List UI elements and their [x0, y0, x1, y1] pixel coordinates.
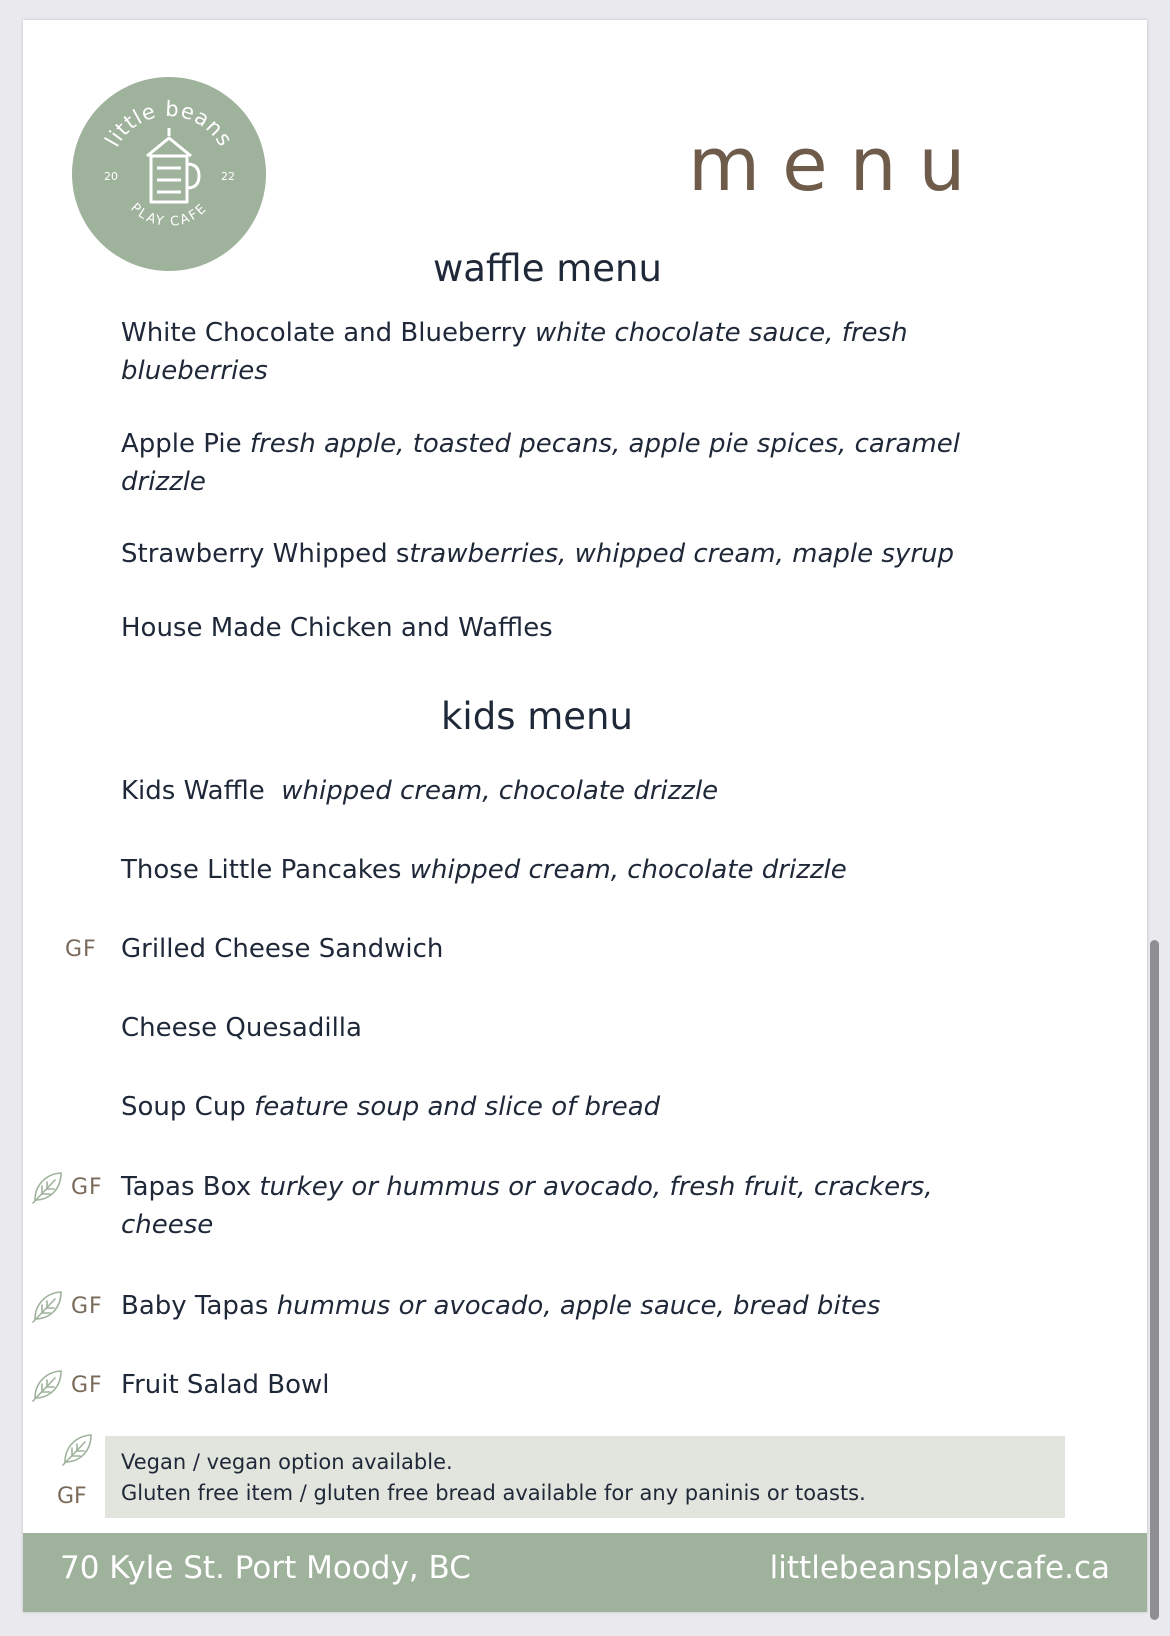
leaf-icon [29, 1287, 67, 1325]
item-tags [29, 1366, 103, 1404]
item-tags [29, 1168, 103, 1206]
section-title-waffle: waffle menu [433, 247, 662, 290]
item-tags [65, 930, 97, 968]
legend-vegan-text: Vegan / vegan option available. [121, 1450, 453, 1474]
section-title-kids: kids menu [441, 695, 633, 738]
item-desc: white chocolate sauce, fresh blueberries [121, 318, 908, 386]
item-name: Baby Tapas [121, 1291, 269, 1321]
item-desc: whipped cream, chocolate drizzle [281, 776, 719, 806]
legend-gf-text: Gluten free item / gluten free bread available for any paninis or toasts. [121, 1481, 866, 1505]
page-title: menu [688, 122, 988, 208]
item-desc: fresh apple, toasted pecans, apple pie spices, caramel drizzle [121, 429, 960, 497]
legend-icons [57, 1430, 101, 1520]
gluten-free-tag: GF [57, 1484, 87, 1509]
item-desc: feature soup and slice of bread [254, 1092, 661, 1122]
footer-address: 70 Kyle St. Port Moody, BC [60, 1550, 471, 1586]
item-desc: turkey or hummus or avocado, fresh fruit, crackers, cheese [121, 1172, 933, 1240]
item-name: House Made Chicken and Waffles [121, 613, 553, 643]
item-desc: whipped cream, chocolate drizzle [409, 855, 847, 885]
item-name: White Chocolate and Blueberry [121, 318, 527, 348]
item-desc: trawberries, whipped cream, maple syrup [409, 539, 955, 569]
scrollbar[interactable] [1150, 940, 1159, 1620]
legend-box [105, 1436, 1065, 1518]
little-beans-logo [71, 76, 267, 272]
logo-year-right: 22 [221, 170, 235, 183]
item-name: Tapas Box [121, 1172, 252, 1202]
gluten-free-tag: GF [71, 1372, 103, 1398]
logo-year-left: 20 [104, 170, 118, 183]
logo-top-text: little beans [100, 96, 238, 151]
menu-item [121, 1366, 1001, 1404]
leaf-icon [59, 1430, 97, 1468]
footer [23, 1533, 1147, 1612]
menu-item [121, 851, 1001, 889]
gluten-free-tag: GF [71, 1293, 103, 1319]
item-desc: hummus or avocado, apple sauce, bread bites [276, 1291, 881, 1321]
menu-item [121, 609, 1001, 647]
item-name: Strawberry Whipped s [121, 539, 410, 569]
gluten-free-tag: GF [71, 1174, 103, 1200]
leaf-icon [29, 1168, 67, 1206]
footer-website[interactable]: littlebeansplaycafe.ca [769, 1550, 1110, 1586]
logo-bottom-text: PLAY CAFE [127, 200, 211, 230]
menu-item [121, 314, 1001, 390]
menu-item [121, 1168, 1001, 1244]
gluten-free-tag: GF [65, 936, 97, 962]
menu-page [23, 20, 1147, 1612]
menu-item [121, 930, 1001, 968]
menu-item [121, 425, 1001, 501]
item-tags [29, 1287, 103, 1325]
item-name: Kids Waffle [121, 776, 265, 806]
menu-item [121, 1009, 1001, 1047]
menu-item [121, 1287, 1001, 1325]
menu-item [121, 772, 1001, 810]
item-name: Soup Cup [121, 1092, 246, 1122]
leaf-icon [29, 1366, 67, 1404]
menu-item [121, 1088, 1001, 1126]
item-name: Grilled Cheese Sandwich [121, 934, 444, 964]
item-name: Apple Pie [121, 429, 242, 459]
item-name: Those Little Pancakes [121, 855, 402, 885]
item-name: Fruit Salad Bowl [121, 1370, 330, 1400]
menu-item [121, 535, 1001, 573]
item-name: Cheese Quesadilla [121, 1013, 362, 1043]
